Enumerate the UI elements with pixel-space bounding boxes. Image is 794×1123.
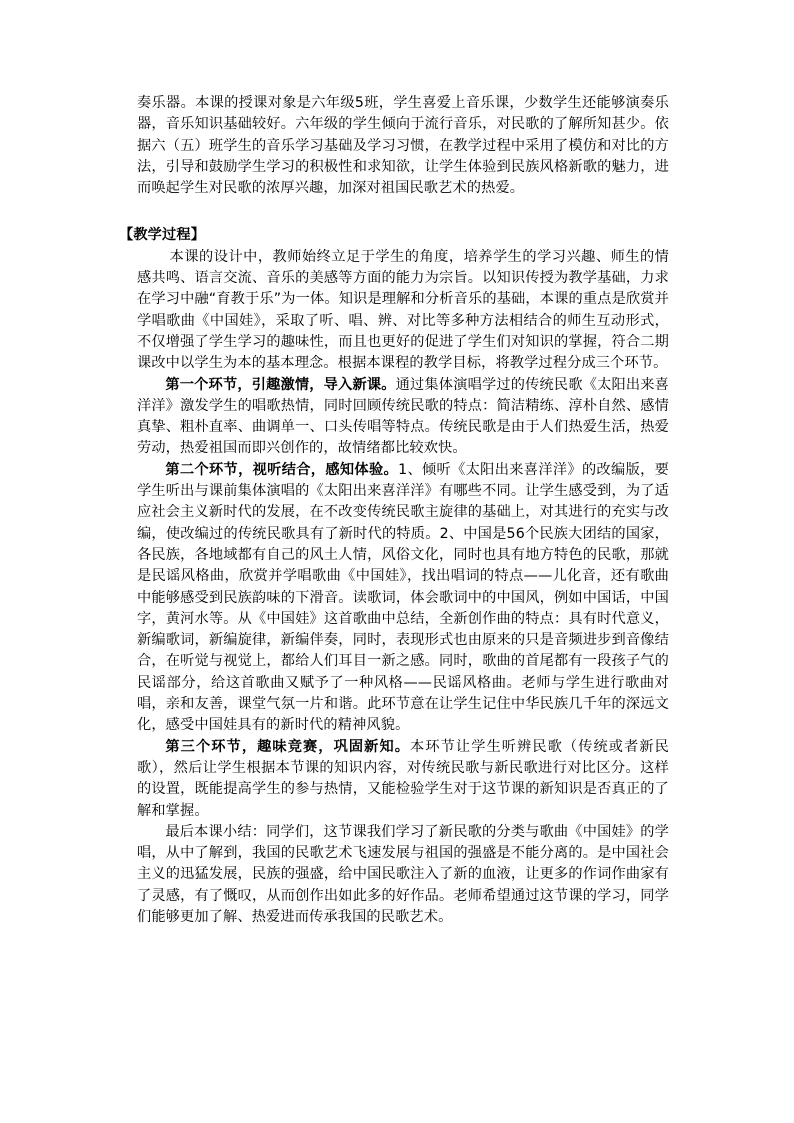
step1-body: 通过集体演唱学过的传统民歌《太阳出来喜洋洋》激发学生的唱歌热情，同时回顾传统民歌的特点：简洁精练、淳朴自然、感情真挚、粗朴直率、曲调单一、口头传唱等特点。传统民歌是由于人们热爱生活，热爱劳动，热爱祖国而即兴创作的，故情绪都比较欢快。 [137, 376, 669, 457]
step2-body: 1、倾听《太阳出来喜洋洋》的改编版，要学生听出与课前集体演唱的《太阳出来喜洋洋》有哪些不同。让学生感受到，为了适应社会主义新时代的发展，在不改变传统民歌主旋律的基础上，对其进行的充实与改编，使改编过的传统民歌具有了新时代的特质。2、中国是56个民族大团结的国家，各民族，各地域都有自己的风土人情，风俗文化，同时也具有地方特色的民歌，那就是民谣风格曲，欣赏并学唱歌曲《中国娃》，找出唱词的特点——儿化音，还有歌曲中能够感受到民族韵味的下滑音。读歌词，体会歌词中的中国风，例如中国话，中国字，黄河水等。从《中国娃》这首歌曲中总结，全新创作曲的特点：具有时代意义，新编歌词，新编旋律，新编伴奏，同时，表现形式也由原来的只是音频进步到音像结合，在听觉与视觉上，都给人们耳目一新之感。同时，歌曲的首尾都有一段孩子气的民谣部分，给这首歌曲又赋予了一种风格——民谣风格曲。老师与学生进行歌曲对唱，亲和友善，课堂气氛一片和谐。此环节意在让学生记住中华民族几千年的深远文化，感受中国娃具有的新时代的精神风貌。 [137, 461, 669, 734]
design-paragraph: 本课的设计中，教师始终立足于学生的角度，培养学生的学习兴趣、师生的情感共鸣、语言交流、音乐的美感等方面的能力为宗旨。以知识传授为教学基础，力求在学习中融“育教于乐”为一体。知识是理解和分析音乐的基础，本课的重点是欣赏并学唱歌曲《中国娃》，采取了听、唱、辨、对比等多种方法相结合的师生互动形式，不仅增强了学生学习的趣味性，而且也更好的促进了学生们对知识的掌握，符合二期课改中以学生为本的基本理念。根据本课程的教学目标，将教学过程分成三个环节。 [137, 248, 669, 372]
document-body [119, 93, 669, 928]
section-heading-teaching-process: 【教学过程】 [119, 227, 206, 244]
step2-paragraph [137, 460, 669, 737]
step2-title: 第二个环节，视听结合，感知体验。 [165, 461, 399, 478]
intro-paragraph: 奏乐器。本课的授课对象是六年级5班，学生喜爱上音乐课，少数学生还能够演奏乐器，音乐知识基础较好。六年级的学生倾向于流行音乐，对民歌的了解所知甚少。依据六（五）班学生的音乐学习基础及学习习惯，在教学过程中采用了模仿和对比的方法，引导和鼓励学生学习的积极性和求知欲，让学生体验到民族风格新歌的魅力，进而唤起学生对民歌的浓厚兴趣，加深对祖国民歌艺术的热爱。 [137, 95, 669, 197]
step3-body: 本环节让学生听辨民歌（传统或者新民歌），然后让学生根据本节课的知识内容，对传统民歌与新民歌进行对比区分。这样的设置，既能提高学生的参与热情，又能检验学生对于这节课的新知识是否真正的了解和掌握。 [137, 738, 669, 819]
step1-paragraph [137, 375, 669, 460]
step3-paragraph [137, 737, 669, 822]
summary-paragraph: 最后本课小结：同学们，这节课我们学习了新民歌的分类与歌曲《中国娃》的学唱，从中了解到，我国的民歌艺术飞速发展与祖国的强盛是不能分离的。是中国社会主义的迅猛发展，民族的强盛，给中国民歌注入了新的血液，让更多的作词作曲家有了灵感，有了慨叹，从而创作出如此多的好作品。老师希望通过这节课的学习，同学们能够更加了解、热爱进而传承我国的民歌艺术。 [137, 823, 669, 925]
step1-title: 第一个环节，引趣激情，导入新课。 [165, 376, 396, 393]
step3-title: 第三个环节，趣味竞赛，巩固新知。 [165, 738, 411, 755]
